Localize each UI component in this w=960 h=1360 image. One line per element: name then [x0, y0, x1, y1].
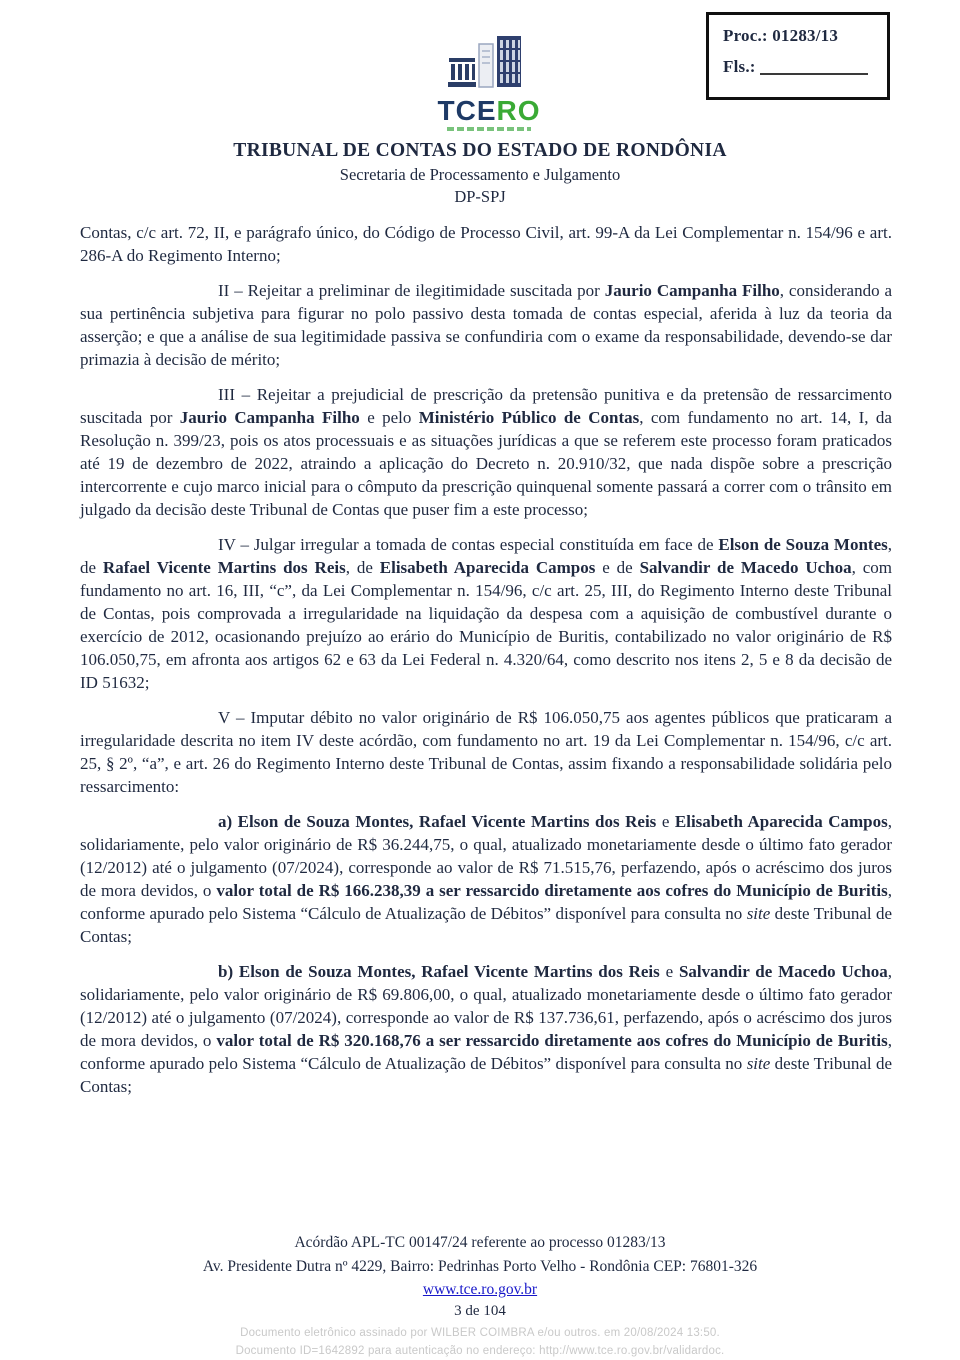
text-segment: a) Elson de Souza Montes, Rafael Vicente Martins dos Reis: [218, 812, 657, 831]
text-segment: IV – Julgar irregular a tomada de contas especial constituída em face de: [218, 535, 719, 554]
text-segment: Contas, c/c art. 72, II, e parágrafo único, do Código de Processo Civil, art. 99-A da Lei Complementar n. 154/96 e art. 286-A do Regimento Interno;: [80, 223, 892, 265]
logo-tce-text: TCE: [437, 95, 497, 126]
text-segment: site: [746, 1054, 771, 1073]
text-segment: , de: [345, 558, 380, 577]
text-segment: II – Rejeitar a preliminar de ilegitimidade suscitada por: [218, 281, 605, 300]
paragraph: [80, 533, 892, 694]
text-segment: Salvandir de Macedo Uchoa: [678, 962, 888, 981]
text-segment: deste Tribunal de Contas;: [80, 904, 893, 946]
footer-address: Av. Presidente Dutra nº 4229, Bairro: Pedrinhas Porto Velho - Rondônia CEP: 76801-326: [202, 1258, 758, 1275]
process-number: Proc.: 01283/13: [723, 26, 839, 45]
text-segment: Salvandir de Macedo Uchoa: [639, 558, 852, 577]
signature-note-line-2: Documento ID=1642892 para autenticação no endereço: http://www.tce.ro.gov.br/validardoc.: [235, 1345, 725, 1357]
fls-blank-line: [760, 73, 868, 75]
document-header: [0, 140, 960, 207]
paragraph: [80, 810, 892, 948]
footer-reference: Acórdão APL-TC 00147/24 referente ao processo 01283/13: [294, 1234, 666, 1251]
institution-title: TRIBUNAL DE CONTAS DO ESTADO DE RONDÔNIA: [233, 140, 727, 161]
text-segment: e: [656, 812, 675, 831]
text-segment: e de: [595, 558, 640, 577]
department-code: DP-SPJ: [454, 187, 506, 206]
secretariat-subtitle: Secretaria de Processamento e Julgamento: [339, 165, 621, 184]
footer-website-link[interactable]: www.tce.ro.gov.br: [422, 1281, 538, 1298]
signature-note-line-1: Documento eletrônico assinado por WILBER COIMBRA e/ou outros. em 20/08/2024 13:50.: [240, 1327, 720, 1339]
text-segment: e: [659, 962, 679, 981]
paragraph: [80, 221, 892, 267]
text-segment: b) Elson de Souza Montes, Rafael Vicente Martins dos Reis: [218, 962, 660, 981]
text-segment: Elisabeth Aparecida Campos: [674, 812, 888, 831]
process-number-box: [706, 12, 890, 100]
logo-tagline-decoration: [447, 127, 531, 131]
text-segment: site: [746, 904, 771, 923]
text-segment: Ministério Público de Contas: [418, 408, 640, 427]
paragraph: [80, 960, 892, 1098]
text-segment: Rafael Vicente Martins dos Reis: [102, 558, 346, 577]
tcero-logo-wordmark: [437, 95, 541, 126]
page-number: 3 de 104: [454, 1303, 506, 1319]
text-segment: Elisabeth Aparecida Campos: [379, 558, 596, 577]
text-segment: , solidariamente, pelo valor originário de R$ 36.244,75, o qual, atualizado monetariamente desde o último fato gerador (12/2012) até o julgamento (07/2024), corresponde ao valor de R$ 71.515,76, perfazendo, após o acréscimo dos juros de mora devidos, o: [80, 812, 893, 900]
text-segment: valor total de R$ 320.168,76 a ser ressarcido diretamente aos cofres do Município de Buritis: [216, 1031, 888, 1050]
text-segment: , considerando a sua pertinência subjetiva para figurar no polo passivo desta tomada de contas especial, aferida à luz da teoria da asserção; e que a análise de sua legitimidade passiva se confundiria com o exame da responsabilidade, devendo-se dar primazia à decisão de mérito;: [80, 281, 893, 369]
electronic-signature-note: [0, 1324, 960, 1360]
text-segment: valor total de R$ 166.238,39 a ser ressarcido diretamente aos cofres do Município de Buritis: [216, 881, 888, 900]
text-segment: , solidariamente, pelo valor originário de R$ 69.806,00, o qual, atualizado monetariamente desde o último fato gerador (12/2012) até o julgamento (07/2024), corresponde ao valor de R$ 137.736,61, perfazendo, após o acréscimo dos juros de mora devidos, o: [80, 962, 893, 1050]
text-segment: deste Tribunal de Contas;: [80, 1054, 893, 1096]
paragraph: [80, 279, 892, 371]
fls-label: Fls.:: [723, 57, 756, 76]
text-segment: Elson de Souza Montes: [718, 535, 888, 554]
text-segment: Jaurio Campanha Filho: [179, 408, 360, 427]
text-segment: III – Rejeitar a prejudicial de prescrição da pretensão punitiva e da pretensão de ressarcimento suscitada por: [80, 385, 892, 427]
tcero-buildings-icon: [447, 34, 531, 96]
text-segment: , com fundamento no art. 16, III, “c”, da Lei Complementar n. 154/96, c/c art. 25, III, do Regimento Interno deste Tribunal de Contas, pois comprovada a irregularidade na liquidação da despesa com a aquisição de combustível durante o exercício de 2012, ocasionando prejuízo ao erário do Município de Buritis, contabilizado no valor originário de R$ 106.050,75, em afronta aos artigos 62 e 63 da Lei Federal n. 4.320/64, como descrito nos itens 2, 5 e 8 da decisão de ID 51632;: [80, 558, 893, 692]
text-segment: , conforme apurado pelo Sistema “Cálculo de Atualização de Débitos” disponível para consulta no: [80, 1031, 893, 1073]
text-segment: Jaurio Campanha Filho: [604, 281, 780, 300]
text-segment: e pelo: [359, 408, 419, 427]
text-segment: , de: [80, 535, 892, 577]
document-footer: [0, 1231, 960, 1321]
paragraph: [80, 383, 892, 521]
text-segment: , com fundamento no art. 14, I, da Resolução n. 399/23, pois os atos processuais e as situações jurídicas a que se referem este processo foram praticados até 19 de dezembro de 2022, atraindo a aplicação do Decreto n. 20.910/32, que nada dispõe sobre a prescrição intercorrente e cujo marco inicial para o cômputo da prescrição quinquenal somente passará a correr com o trânsito em julgado da decisão deste Tribunal de Contas que puser fim a este processo;: [80, 408, 892, 519]
paragraph: [80, 706, 892, 798]
text-segment: V – Imputar débito no valor originário de R$ 106.050,75 aos agentes públicos que praticaram a irregularidade descrita no item IV deste acórdão, com fundamento no art. 19 da Lei Complementar n. 154/96, c/c art. 25, § 2º, “a”, e art. 26 do Regimento Interno deste Tribunal de Contas, assim fixando a responsabilidade solidária pelo ressarcimento:: [80, 708, 892, 796]
fls-field: [723, 57, 873, 77]
text-segment: , conforme apurado pelo Sistema “Cálculo de Atualização de Débitos” disponível para consulta no: [80, 881, 893, 923]
document-body: [80, 221, 892, 1110]
logo-ro-text: RO: [496, 95, 541, 126]
